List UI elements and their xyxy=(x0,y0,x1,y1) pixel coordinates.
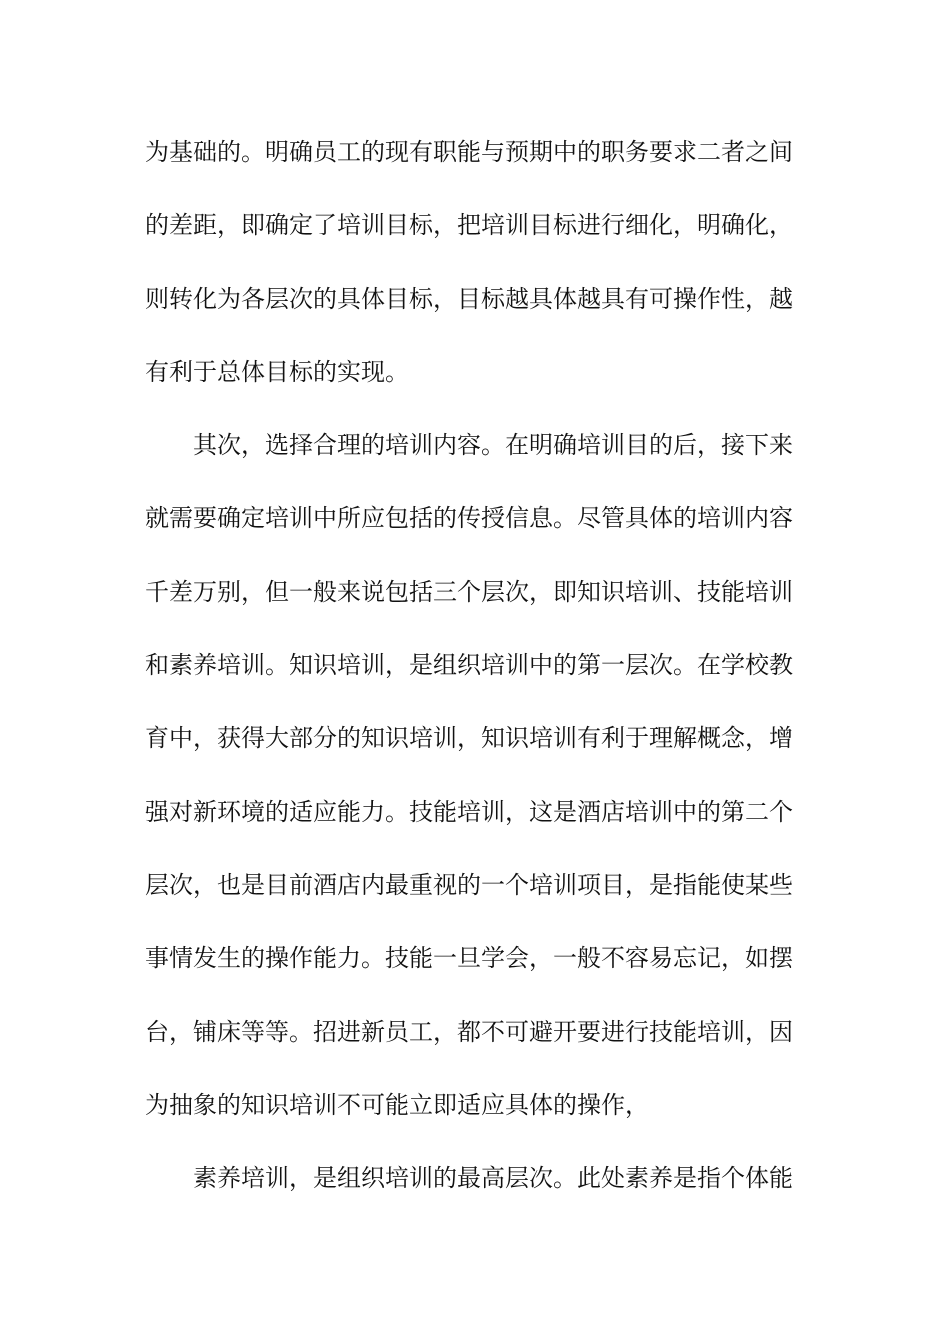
text-line: 有利于总体目标的实现。 xyxy=(145,357,409,386)
text-line: 千差万别，但一般来说包括三个层次，即知识培训、技能培训 xyxy=(145,577,793,606)
text-line: 则转化为各层次的具体目标，目标越具体越具有可操作性，越 xyxy=(145,284,793,313)
text-line: 就需要确定培训中所应包括的传授信息。尽管具体的培训内容 xyxy=(145,504,793,533)
text-line: 层次，也是目前酒店内最重视的一个培训项目，是指能使某些 xyxy=(145,870,793,899)
text-line: 为抽象的知识培训不可能立即适应具体的操作， xyxy=(145,1090,649,1119)
paragraph-start-line: 其次，选择合理的培训内容。在明确培训目的后，接下来 xyxy=(193,431,793,460)
text-line: 的差距，即确定了培训目标，把培训目标进行细化，明确化， xyxy=(145,211,793,240)
text-line: 事情发生的操作能力。技能一旦学会，一般不容易忘记，如摆 xyxy=(145,944,793,973)
text-line: 为基础的。明确员工的现有职能与预期中的职务要求二者之间 xyxy=(145,138,793,166)
text-line: 台，铺床等等。招进新员工，都不可避开要进行技能培训，因 xyxy=(145,1017,793,1046)
body-text xyxy=(145,129,810,1228)
paragraph-start-line: 素养培训，是组织培训的最高层次。此处素养是指个体能 xyxy=(193,1164,793,1193)
text-line: 育中，获得大部分的知识培训，知识培训有利于理解概念，增 xyxy=(145,724,793,753)
text-line: 强对新环境的适应能力。技能培训，这是酒店培训中的第二个 xyxy=(145,797,793,826)
text-line: 和素养培训。知识培训，是组织培训中的第一层次。在学校教 xyxy=(145,651,793,680)
